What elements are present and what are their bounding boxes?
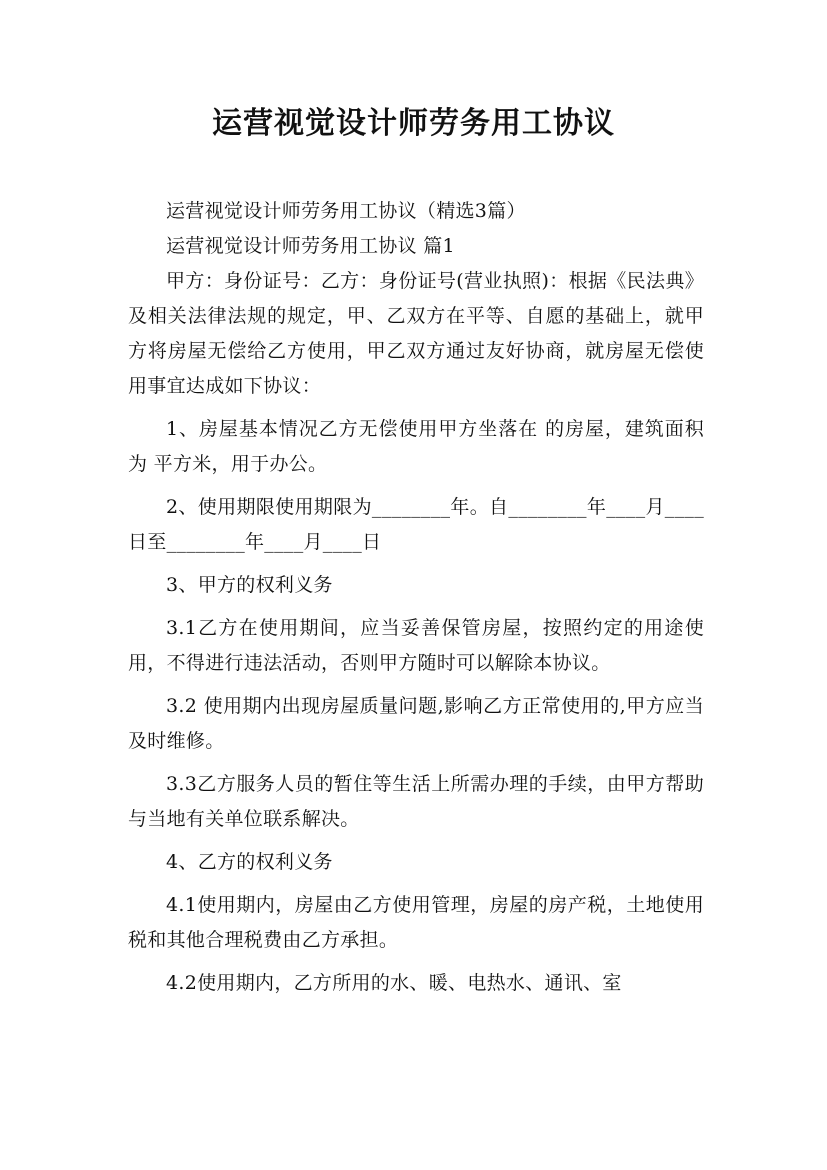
paragraph-section-heading: 运营视觉设计师劳务用工协议 篇1 [166, 235, 455, 257]
paragraph-subtitle: 运营视觉设计师劳务用工协议（精选3篇） [166, 200, 526, 222]
paragraph-parties: 甲方：身份证号：乙方：身份证号(营业执照)：根据《民法典》及相关法律法规的规定，甲、乙双方在平等、自愿的基础上，就甲方将房屋无偿给乙方使用，甲乙双方通过友好协商，就房屋无偿使用事宜达成如下协议： [128, 270, 704, 397]
paragraph-clause-1: 1、房屋基本情况乙方无偿使用甲方坐落在 的房屋，建筑面积为 平方米，用于办公。 [128, 418, 704, 475]
paragraph-clause-3-3: 3.3乙方服务人员的暂住等生活上所需办理的手续，由甲方帮助与当地有关单位联系解决。 [128, 773, 704, 830]
paragraph-clause-3-1: 3.1乙方在使用期间，应当妥善保管房屋，按照约定的用途使用，不得进行违法活动，否则甲方随时可以解除本协议。 [128, 617, 704, 674]
paragraph-clause-4-2: 4.2使用期内，乙方所用的水、暖、电热水、通讯、室 [166, 972, 622, 994]
document-title: 运营视觉设计师劳务用工协议 [212, 106, 615, 141]
paragraph-clause-4-1: 4.1使用期内，房屋由乙方使用管理，房屋的房产税，土地使用税和其他合理税费由乙方承担。 [128, 894, 704, 951]
paragraph-clause-3-heading: 3、甲方的权利义务 [166, 574, 333, 596]
paragraph-clause-4-heading: 4、乙方的权利义务 [166, 851, 333, 873]
paragraph-clause-3-2: 3.2 使用期内出现房屋质量问题,影响乙方正常使用的,甲方应当及时维修。 [128, 695, 704, 752]
document-body [128, 194, 704, 1001]
paragraph-clause-2: 2、使用期限使用期限为________年。自________年____月____日至________年____月____日 [128, 496, 704, 553]
